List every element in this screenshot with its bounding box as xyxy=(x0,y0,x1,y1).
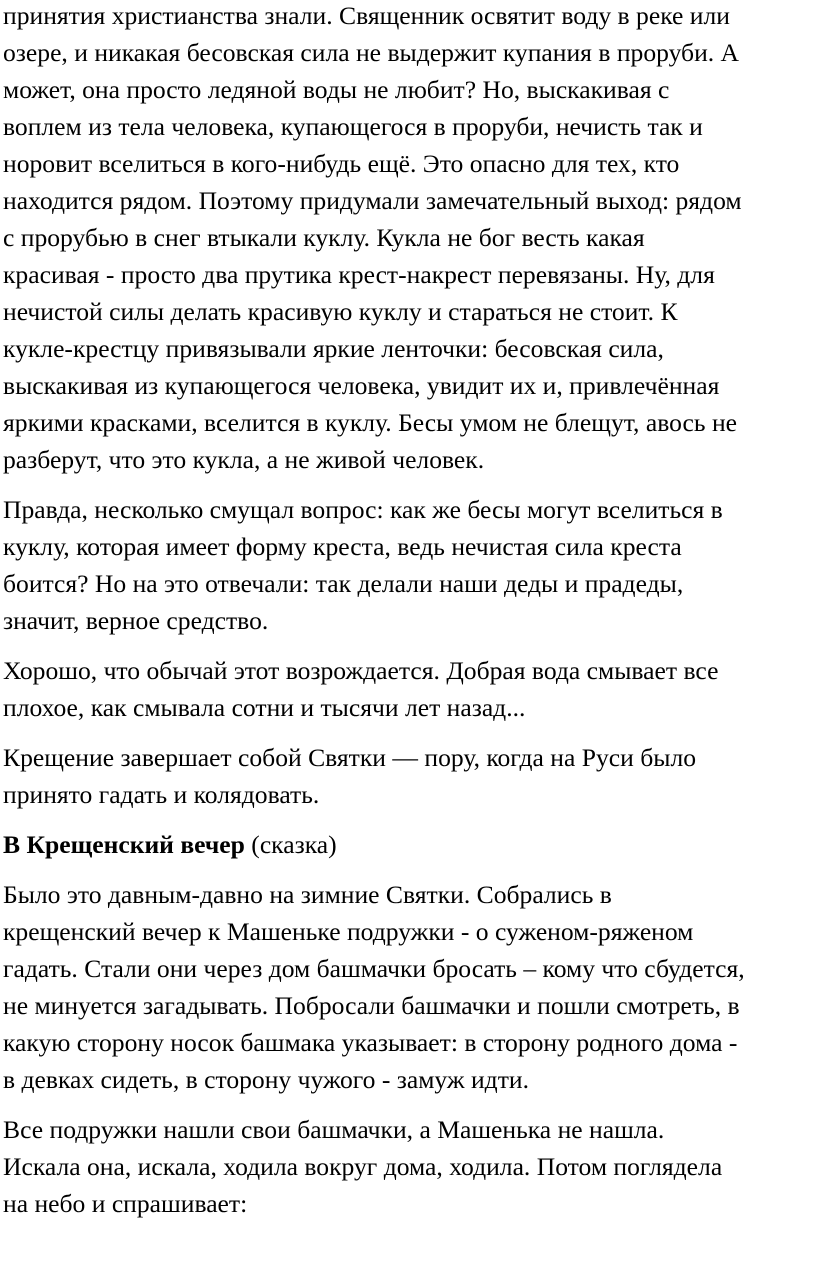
story-heading xyxy=(3,826,816,863)
paragraph-vopros: Правда, несколько смущал вопрос: как же бесы могут вселиться в куклу, которая имеет форму креста, ведь нечистая сила креста боится? Но на это отвечали: так делали наши деды и прадеды, значит, верное средство. xyxy=(3,495,723,635)
story-title: В Крещенский вечер xyxy=(3,830,245,859)
paragraph-kukla: принятия христианства знали. Священник освятит воду в реке или озере, и никакая бесовская сила не выдержит купания в проруби. А может, она просто ледяной воды не любит? Но, выскакивая с воплем из тела человека, купающегося в проруби, нечисть так и норовит вселиться в кого-нибудь ещё. Это опасно для тех, кто находится рядом. Поэтому придумали замечательный выход: рядом с прорубью в снег втыкали куклу. Кукла не бог весть какая красивая - просто два прутика крест-накрест перевязаны. Ну, для нечистой силы делать красивую куклу и стараться не стоит. К кукле-крестцу привязывали яркие ленточки: бесовская сила, выскакивая из купающегося человека, увидит их и, привлечённая яркими красками, вселится в куклу. Бесы умом не блещут, авось не разберут, что это кукла, а не живой человек. xyxy=(3,1,742,474)
paragraph-obychai: Хорошо, что обычай этот возрождается. Добрая вода смывает все плохое, как смывала сотни и тысячи лет назад... xyxy=(3,656,719,722)
story-paragraph-2: Все подружки нашли свои башмачки, а Машенька не нашла. Искала она, искала, ходила вокруг дома, ходила. Потом поглядела на небо и спрашивает: xyxy=(3,1115,723,1218)
story-subtitle: (сказка) xyxy=(244,830,337,859)
story-paragraph-1: Было это давным-давно на зимние Святки. Собрались в крещенский вечер к Машеньке подружки - о суженом-ряженом гадать. Стали они через дом башмачки бросать – кому что сбудется, не минуется загадывать. Побросали башмачки и пошли смотреть, в какую сторону носок башмака указывает: в сторону родного дома - в девках сидеть, в сторону чужого - замуж идти. xyxy=(3,880,745,1094)
paragraph-kreshchenie: Крещение завершает собой Святки — пору, когда на Руси было принято гадать и колядовать. xyxy=(3,743,697,809)
